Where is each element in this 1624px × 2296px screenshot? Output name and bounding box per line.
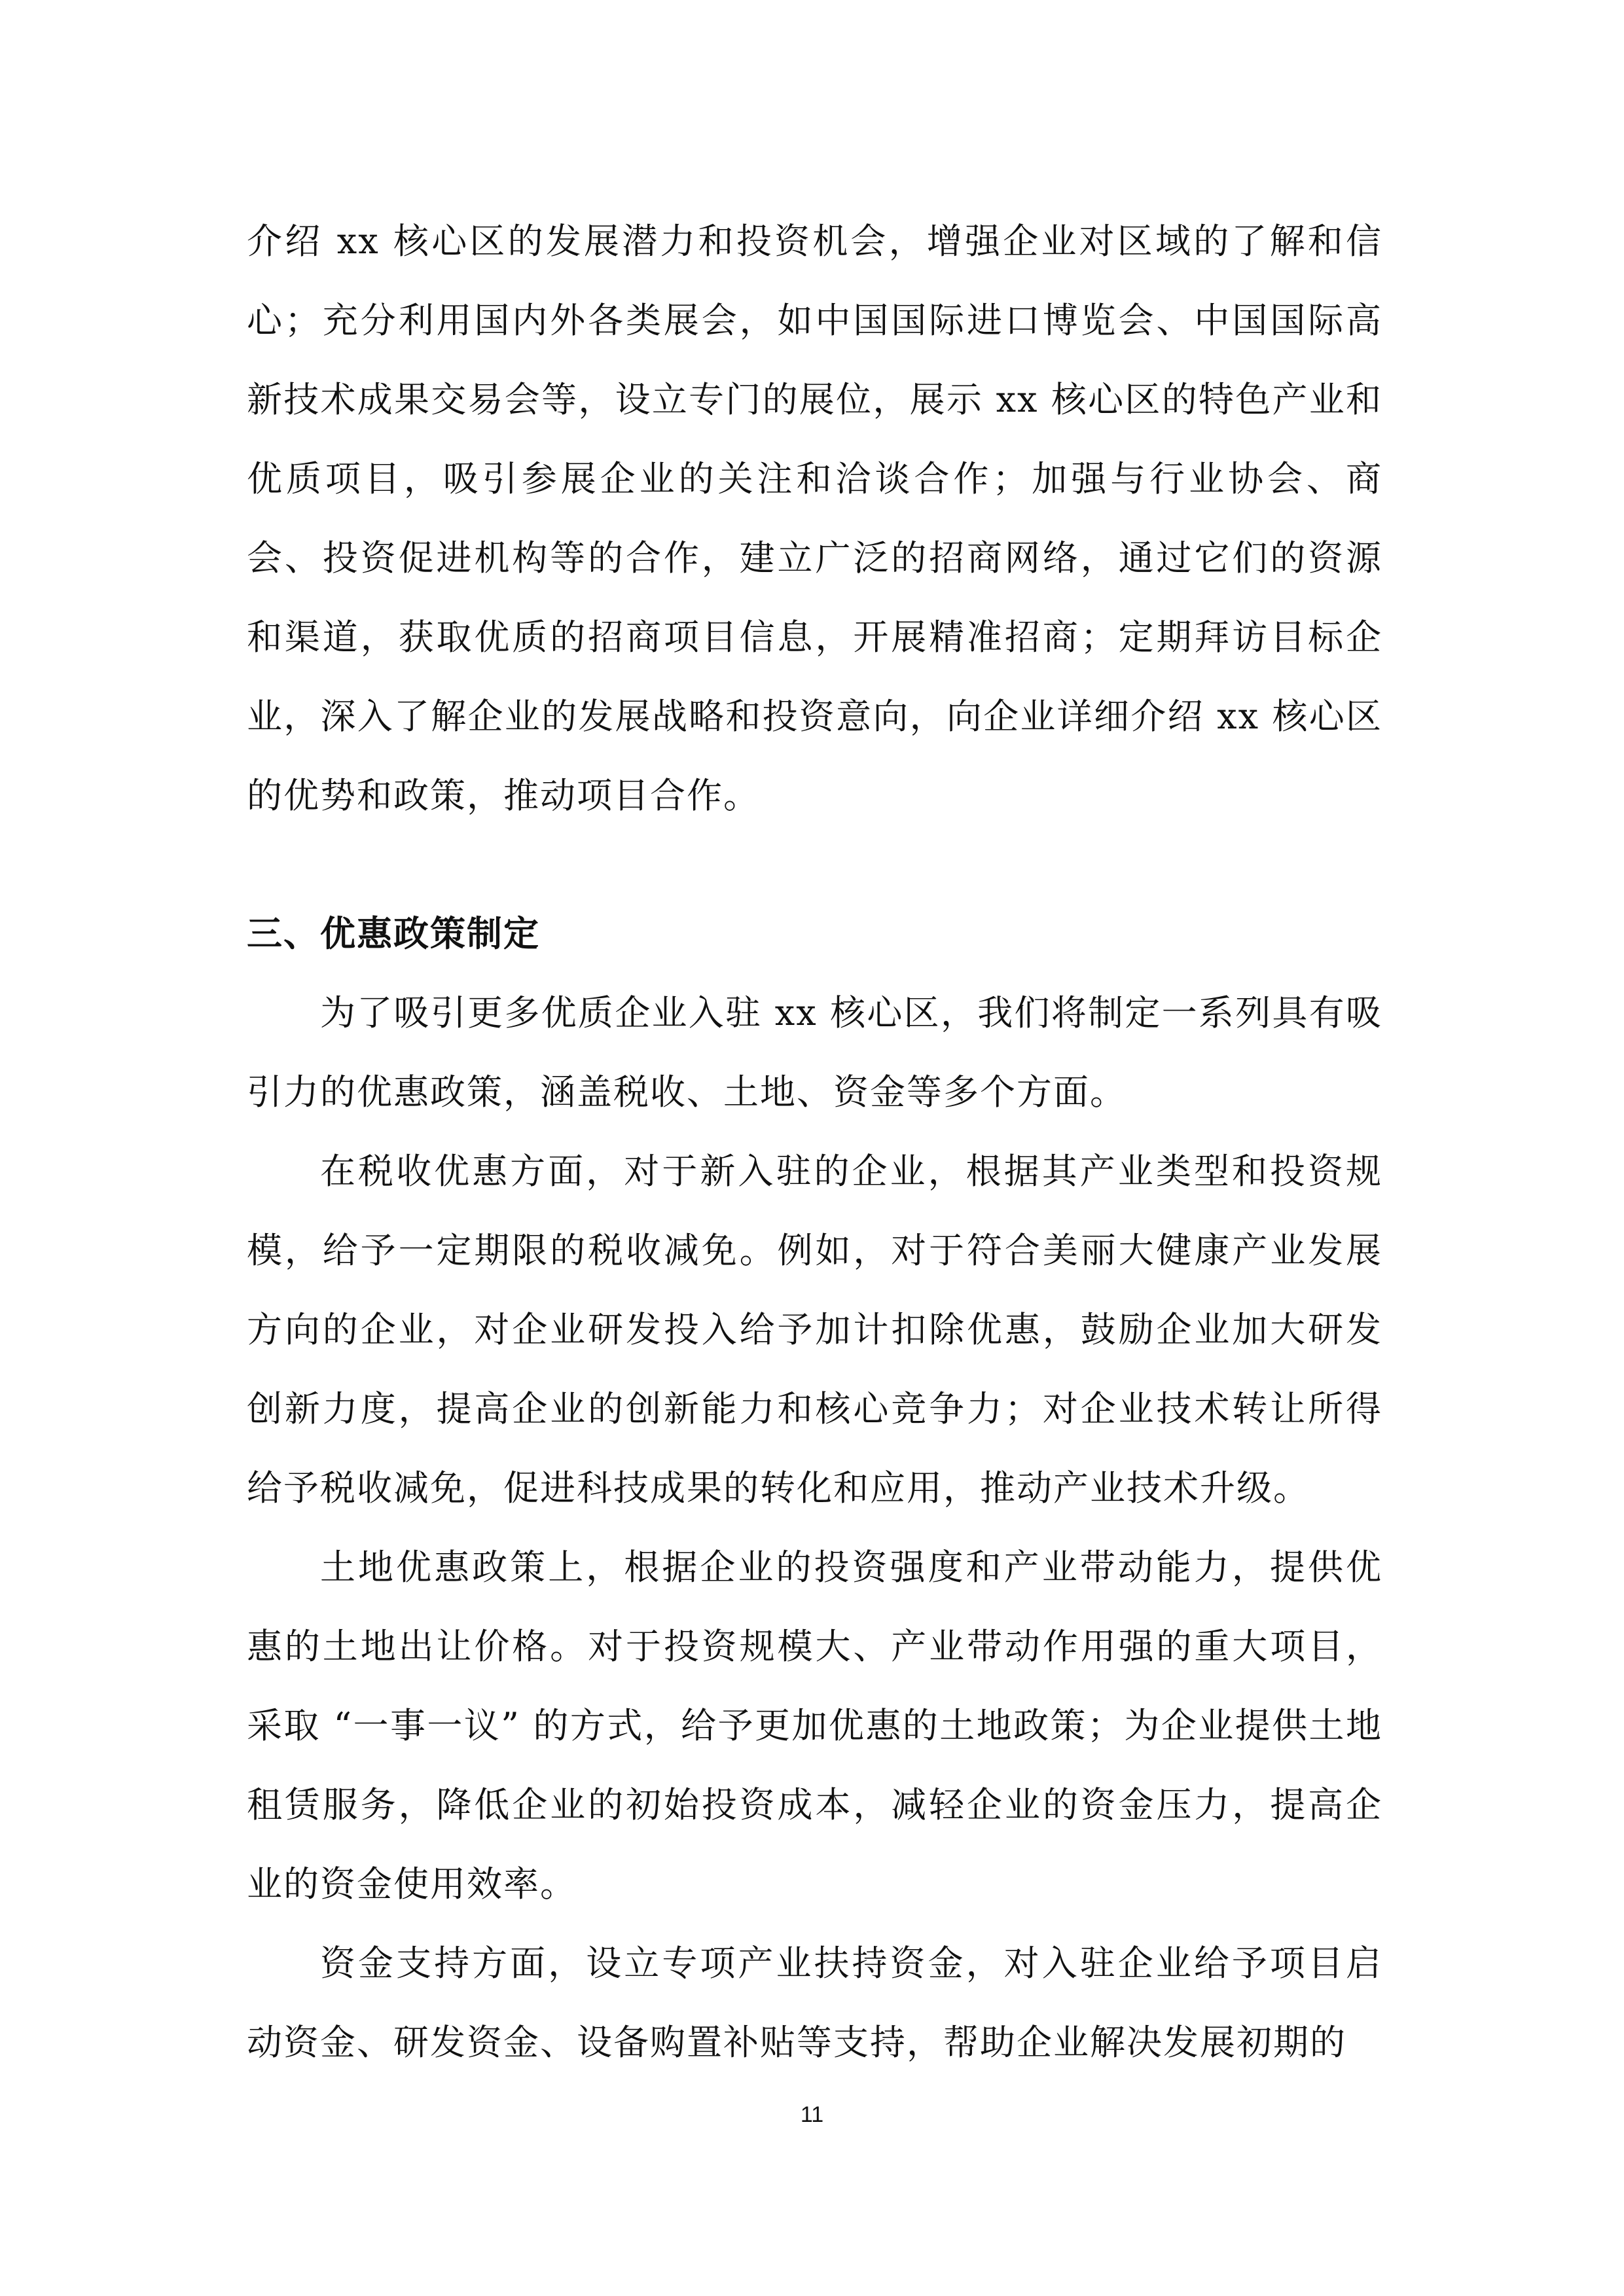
document-body — [247, 202, 1382, 2082]
paragraph-land: 土地优惠政策上，根据企业的投资强度和产业带动能力，提供优惠的土地出让价格。对于投资规模大、产业带动作用强的重大项目，采取 “一事一议” 的方式，给予更加优惠的土地政策；为企业提供土地租赁服务，降低企业的初始投资成本，减轻企业的资金压力，提高企业的资金使用效率。 — [247, 1547, 1382, 1905]
paragraph-tax: 在税收优惠方面，对于新入驻的企业，根据其产业类型和投资规模，给予一定期限的税收减免。例如，对于符合美丽大健康产业发展方向的企业，对企业研发投入给予加计扣除优惠，鼓励企业加大研发创新力度，提高企业的创新能力和核心竞争力；对企业技术转让所得给予税收减免，促进科技成果的转化和应用，推动产业技术升级。 — [247, 1151, 1382, 1509]
section-heading: 三、优惠政策制定 — [247, 912, 540, 954]
paragraph-funding: 资金支持方面，设立专项产业扶持资金，对入驻企业给予项目启动资金、研发资金、设备购置补贴等支持，帮助企业解决发展初期的 — [247, 1943, 1382, 2063]
paragraph-intro: 为了吸引更多优质企业入驻 xx 核心区，我们将制定一系列具有吸引力的优惠政策，涵盖税收、土地、资金等多个方面。 — [247, 992, 1382, 1113]
page-number: 11 — [800, 2102, 824, 2127]
paragraph-continued: 介绍 xx 核心区的发展潜力和投资机会，增强企业对区域的了解和信心；充分利用国内外各类展会，如中国国际进口博览会、中国国际高新技术成果交易会等，设立专门的展位，展示 xx 核心区的特色产业和优质项目，吸引参展企业的关注和洽谈合作；加强与行业协会、商会、投资促进机构等的合作，建立广泛的招商网络，通过它们的资源和渠道，获取优质的招商项目信息，开展精准招商；定期拜访目标企业，深入了解企业的发展战略和投资意向，向企业详细介绍 xx 核心区的优势和政策，推动项目合作。 — [247, 221, 1382, 816]
